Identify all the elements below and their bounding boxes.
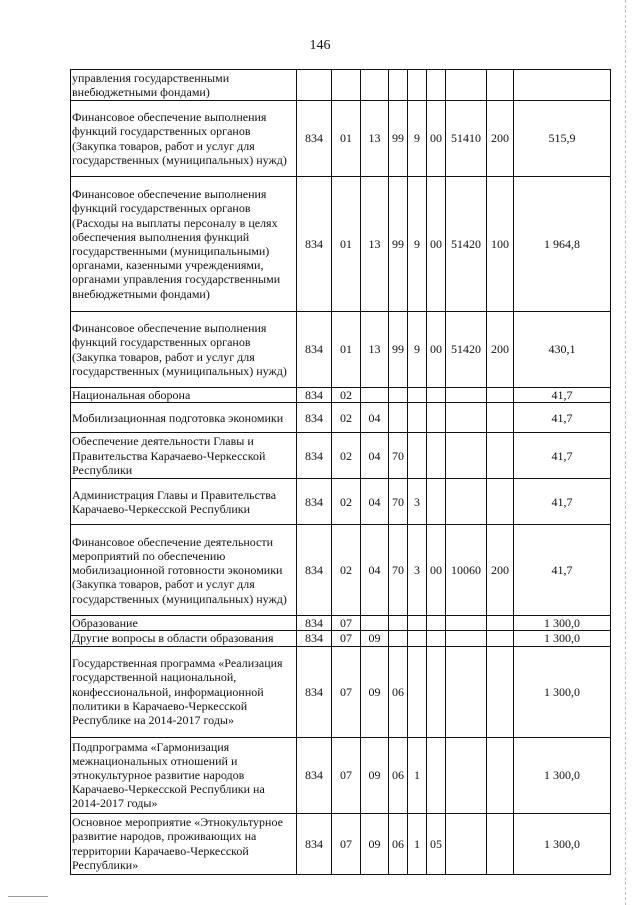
cell-target-2 [408,403,427,433]
cell-section: 01 [332,101,361,177]
cell-target-2: 9 [408,177,427,312]
cell-target-3: 00 [427,177,446,312]
table-row [71,70,611,101]
cell-section: 02 [332,433,361,479]
cell-expense-type [487,479,514,525]
cell-subsection: 09 [361,737,389,813]
cell-target-4 [446,813,487,874]
cell-expense-type [487,433,514,479]
cell-target-4 [446,403,487,433]
cell-target-4 [446,646,487,737]
row-name: Государственная программа «Реализация государственной национальной, конфессиональной, информационной политики в Карачаево-Черкесской Республике на 2014-2017 годы» [71,646,297,737]
cell-sum: 41,7 [514,388,611,403]
cell-sum: 430,1 [514,312,611,388]
cell-target-3 [427,479,446,525]
table-row [71,631,611,646]
table-row [71,479,611,525]
cell-target-3 [427,70,446,101]
cell-expense-type [487,388,514,403]
cell-expense-type [487,737,514,813]
cell-target-2: 1 [408,737,427,813]
cell-section: 07 [332,813,361,874]
cell-target-4 [446,388,487,403]
cell-grbs: 834 [297,312,332,388]
cell-subsection [361,388,389,403]
cell-target-4: 10060 [446,525,487,616]
cell-target-3: 05 [427,813,446,874]
cell-target-3: 00 [427,525,446,616]
cell-sum: 1 300,0 [514,737,611,813]
cell-sum: 1 300,0 [514,616,611,631]
budget-table-body [71,70,611,875]
cell-target-2: 9 [408,312,427,388]
cell-target-2 [408,631,427,646]
row-name: Финансовое обеспечение выполнения функций государственных органов (Закупка товаров, работ и услуг для государственных (муниципальных) нужд) [71,101,297,177]
cell-sum: 1 964,8 [514,177,611,312]
table-row [71,525,611,616]
cell-subsection [361,70,389,101]
cell-target-3 [427,616,446,631]
cell-target-4: 51420 [446,312,487,388]
page-number: 146 [309,38,331,53]
cell-subsection: 13 [361,101,389,177]
table-row [71,177,611,312]
cell-target-1: 70 [389,479,408,525]
cell-grbs: 834 [297,388,332,403]
table-row [71,616,611,631]
cell-sum: 1 300,0 [514,646,611,737]
cell-sum [514,70,611,101]
cell-target-3 [427,433,446,479]
cell-section [332,70,361,101]
cell-target-2 [408,388,427,403]
cell-target-2 [408,646,427,737]
cell-section: 02 [332,403,361,433]
cell-target-3 [427,631,446,646]
table-row [71,403,611,433]
cell-section: 07 [332,646,361,737]
cell-target-3 [427,737,446,813]
row-name: Другие вопросы в области образования [71,631,297,646]
cell-sum: 41,7 [514,403,611,433]
cell-subsection: 04 [361,433,389,479]
cell-section: 02 [332,479,361,525]
table-row [71,646,611,737]
row-name: Администрация Главы и Правительства Карачаево-Черкесской Республики [71,479,297,525]
cell-grbs: 834 [297,813,332,874]
cell-target-4 [446,616,487,631]
cell-subsection: 09 [361,631,389,646]
cell-grbs: 834 [297,525,332,616]
cell-expense-type: 200 [487,525,514,616]
cell-target-3 [427,388,446,403]
cell-section: 07 [332,616,361,631]
cell-target-1: 99 [389,312,408,388]
cell-target-1 [389,616,408,631]
cell-target-3 [427,403,446,433]
table-row [71,388,611,403]
cell-target-3: 00 [427,312,446,388]
cell-section: 02 [332,388,361,403]
scan-edge-line [624,0,626,905]
cell-section: 07 [332,737,361,813]
row-name: Обеспечение деятельности Главы и Правительства Карачаево-Черкесской Республики [71,433,297,479]
cell-target-1 [389,631,408,646]
cell-sum: 41,7 [514,479,611,525]
cell-target-2: 9 [408,101,427,177]
cell-sum: 1 300,0 [514,813,611,874]
cell-subsection: 09 [361,813,389,874]
cell-expense-type [487,616,514,631]
cell-sum: 1 300,0 [514,631,611,646]
cell-target-4 [446,433,487,479]
cell-expense-type [487,70,514,101]
row-name: Образование [71,616,297,631]
cell-subsection: 04 [361,525,389,616]
cell-target-1: 06 [389,646,408,737]
cell-expense-type: 100 [487,177,514,312]
cell-grbs: 834 [297,177,332,312]
cell-target-4 [446,737,487,813]
cell-grbs: 834 [297,646,332,737]
cell-target-4 [446,70,487,101]
cell-expense-type: 200 [487,312,514,388]
table-row [71,813,611,874]
row-name: управления государственными внебюджетными фондами) [71,70,297,101]
cell-target-4 [446,479,487,525]
cell-target-4: 51410 [446,101,487,177]
cell-grbs: 834 [297,479,332,525]
cell-target-1: 99 [389,101,408,177]
cell-expense-type [487,403,514,433]
cell-subsection: 13 [361,177,389,312]
cell-target-2: 3 [408,525,427,616]
cell-target-3 [427,646,446,737]
cell-grbs: 834 [297,101,332,177]
cell-subsection: 04 [361,403,389,433]
cell-target-2 [408,433,427,479]
row-name: Финансовое обеспечение выполнения функций государственных органов (Закупка товаров, работ и услуг для государственных (муниципальных) нужд) [71,312,297,388]
cell-grbs: 834 [297,433,332,479]
cell-subsection: 09 [361,646,389,737]
budget-table [70,69,611,875]
table-row [71,101,611,177]
cell-expense-type [487,631,514,646]
cell-sum: 41,7 [514,525,611,616]
table-row [71,312,611,388]
cell-grbs: 834 [297,737,332,813]
cell-grbs: 834 [297,403,332,433]
cell-target-2: 3 [408,479,427,525]
cell-section: 01 [332,312,361,388]
cell-grbs [297,70,332,101]
cell-target-1: 70 [389,525,408,616]
table-row [71,737,611,813]
scan-artifact-line [8,896,48,897]
row-name: Финансовое обеспечение деятельности мероприятий по обеспечению мобилизационной готовности экономики (Закупка товаров, работ и услуг для государственных (муниципальных) нужд) [71,525,297,616]
cell-target-1: 06 [389,737,408,813]
cell-grbs: 834 [297,631,332,646]
cell-expense-type: 200 [487,101,514,177]
table-row [71,433,611,479]
cell-subsection: 04 [361,479,389,525]
row-name: Основное мероприятие «Этнокультурное развитие народов, проживающих на территории Карачаево-Черкесской Республики» [71,813,297,874]
cell-target-1: 99 [389,177,408,312]
cell-target-1 [389,70,408,101]
row-name: Подпрограмма «Гармонизация межнациональных отношений и этнокультурное развитие народов Карачаево-Черкесской Республики на 2014-2017 годы» [71,737,297,813]
cell-expense-type [487,813,514,874]
cell-expense-type [487,646,514,737]
cell-target-4 [446,631,487,646]
cell-sum: 41,7 [514,433,611,479]
cell-target-2 [408,70,427,101]
cell-sum: 515,9 [514,101,611,177]
cell-section: 02 [332,525,361,616]
cell-target-2 [408,616,427,631]
cell-section: 07 [332,631,361,646]
cell-target-1 [389,388,408,403]
cell-target-1: 06 [389,813,408,874]
row-name: Мобилизационная подготовка экономики [71,403,297,433]
cell-grbs: 834 [297,616,332,631]
cell-subsection [361,616,389,631]
row-name: Национальная оборона [71,388,297,403]
cell-subsection: 13 [361,312,389,388]
cell-section: 01 [332,177,361,312]
cell-target-1: 70 [389,433,408,479]
cell-target-2: 1 [408,813,427,874]
cell-target-4: 51420 [446,177,487,312]
cell-target-1 [389,403,408,433]
cell-target-3: 00 [427,101,446,177]
row-name: Финансовое обеспечение выполнения функций государственных органов (Расходы на выплаты персоналу в целях обеспечения выполнения функций государственными (муниципальными) органами, казенными учреждениями, органами управления государственными внебюджетными фондами) [71,177,297,312]
